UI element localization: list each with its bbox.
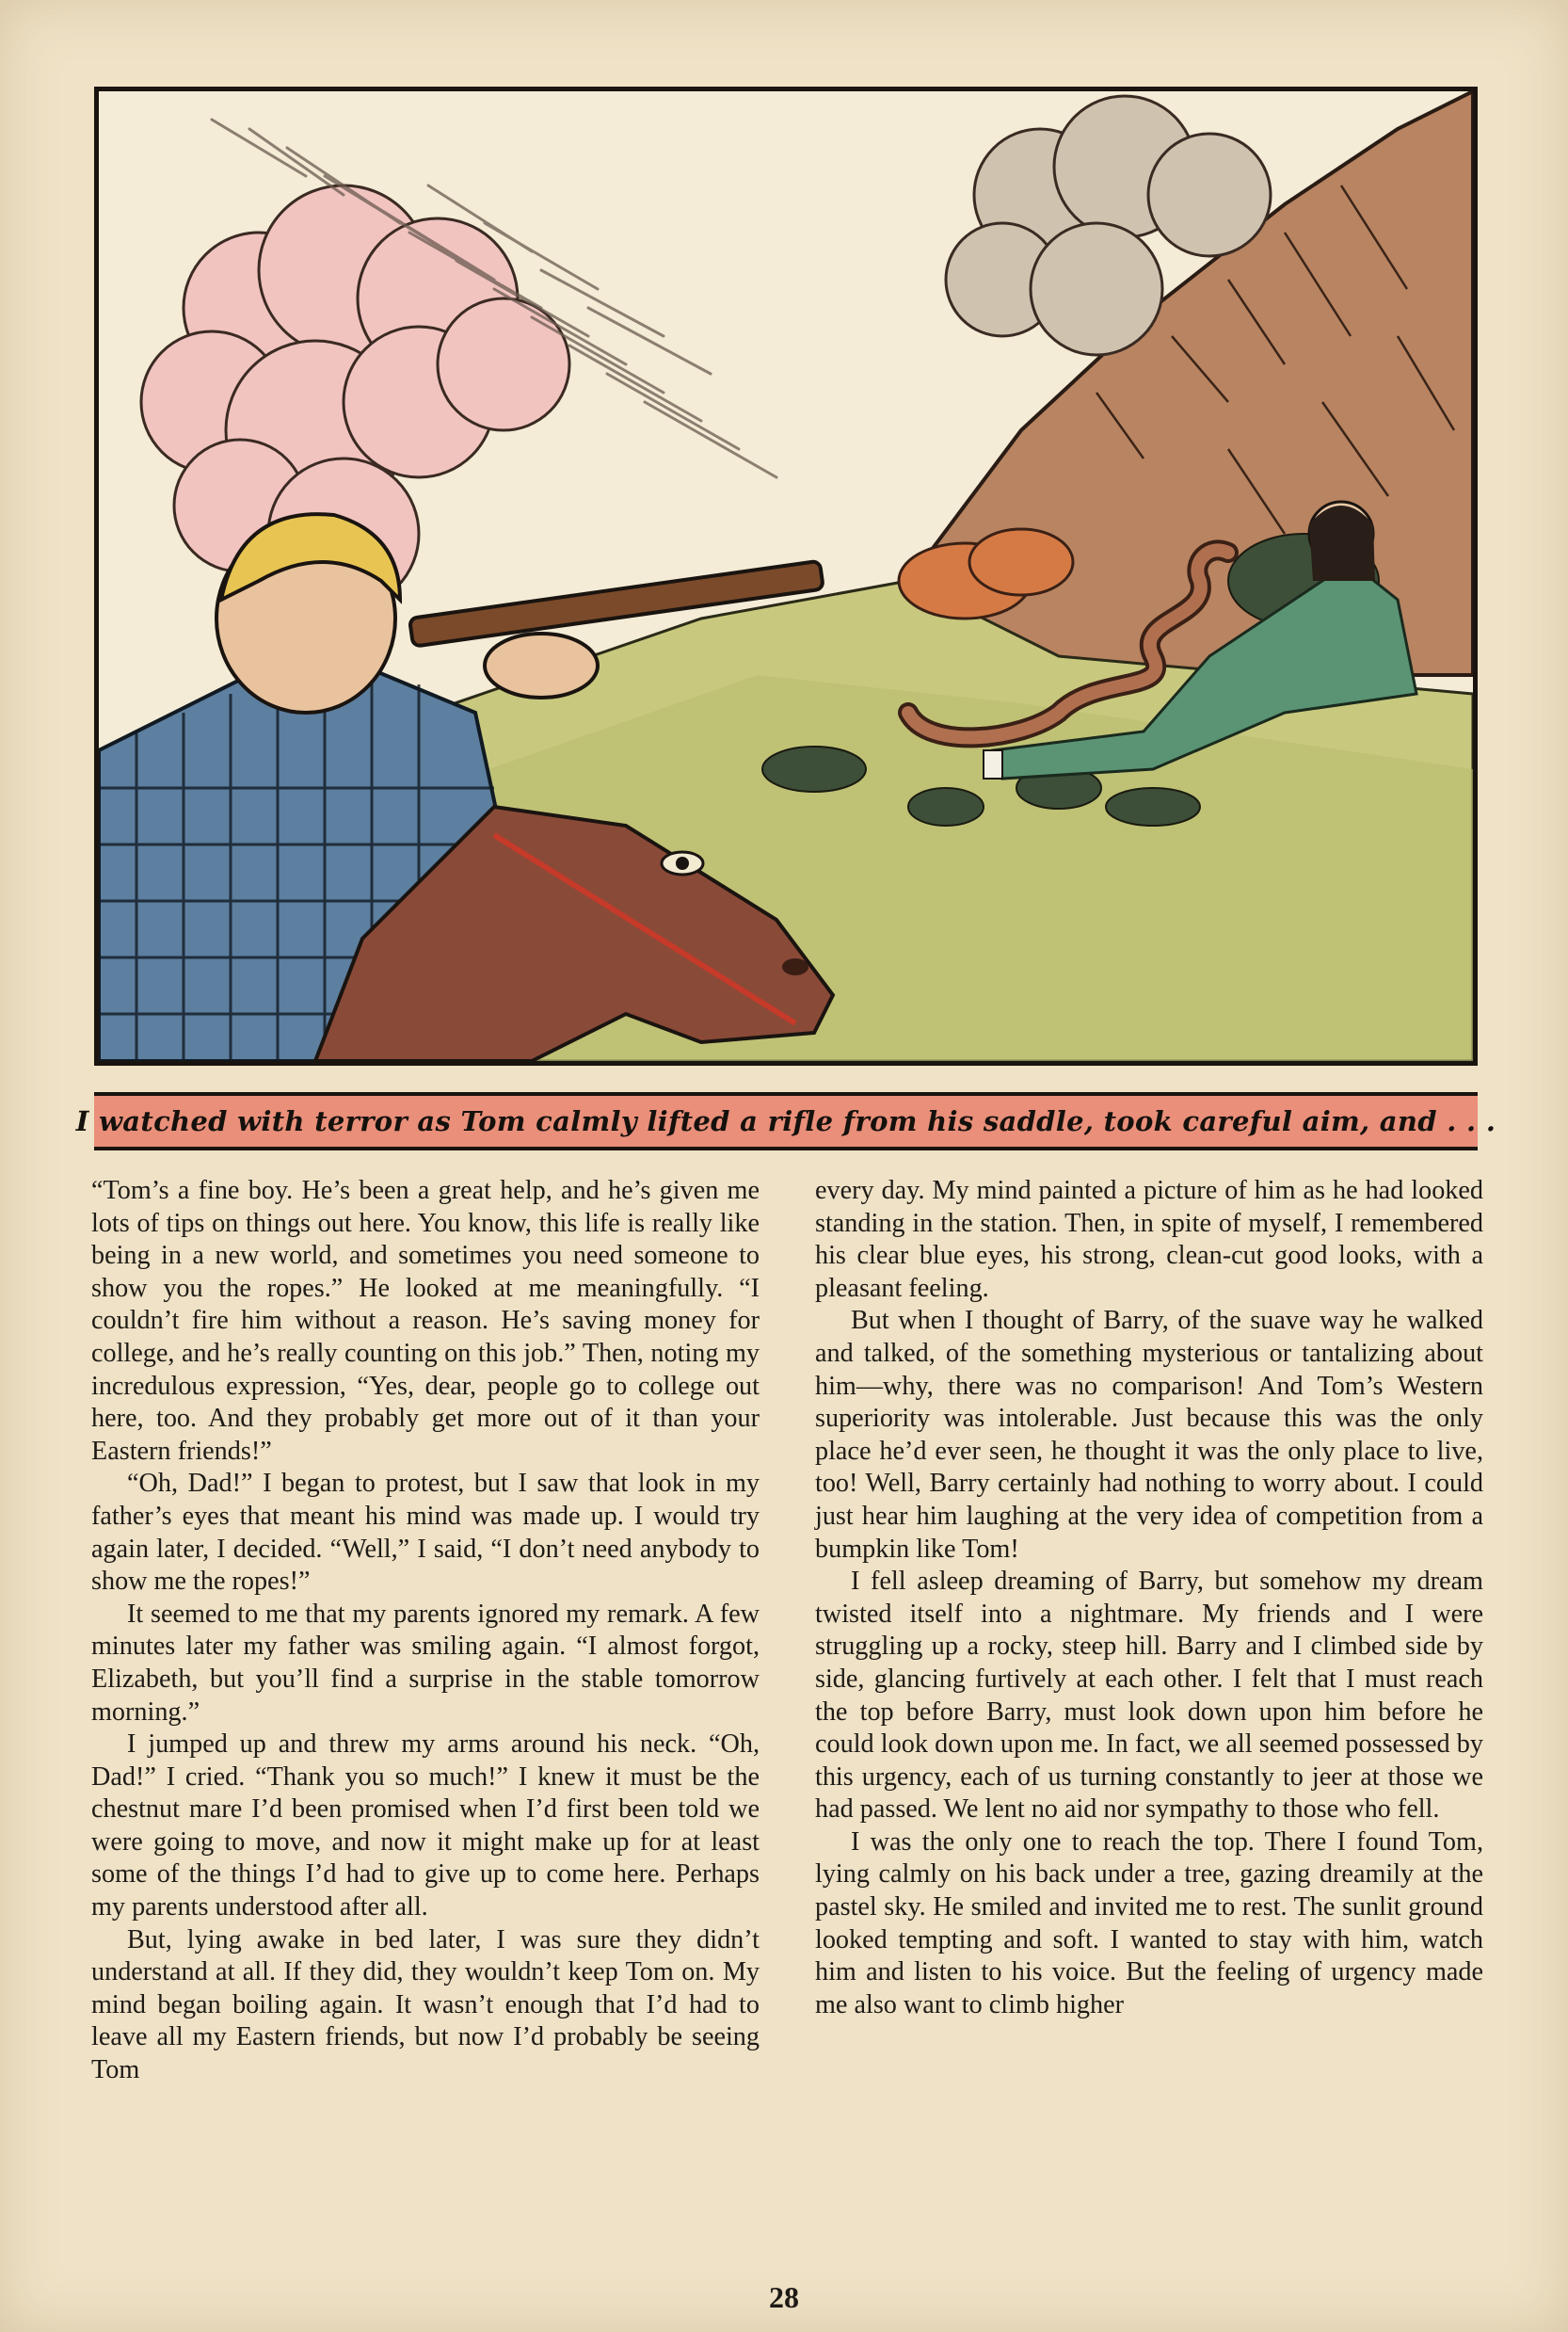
- paragraph: But when I thought of Barry, of the suave way he walked and talked, of the something mysterious or tantalizing about him—why, there was no comparison! And Tom’s Western superiority was intolerable. Just because this was the only place he’d ever seen, he thought it was the only place to live, too! Well, Barry certainly had nothing to worry about. I could just hear him laughing at the very idea of competition from a bumpkin like Tom!: [815, 1306, 1483, 1564]
- paragraph: I fell asleep dreaming of Barry, but somehow my dream twisted itself into a nightmare. My friends and I were struggling up a rocky, steep hill. Barry and I climbed side by side, glancing furtively at each other. I felt that I must reach the top before Barry, must look down upon him before he could look down upon me. In fact, we all seemed possessed by this urgency, each of us turning constantly to jeer at those we had passed. We lent no aid nor sympathy to those who fell.: [815, 1567, 1483, 1825]
- right-text-column: [815, 1175, 1483, 2021]
- paragraph: But, lying awake in bed later, I was sure they didn’t understand at all. If they did, they wouldn’t keep Tom on. My mind began boiling again. It wasn’t enough that I’d had to leave all my Eastern friends, but now I’d probably be seeing Tom: [91, 1924, 760, 2085]
- comic-illustration-panel: [94, 87, 1478, 1066]
- paragraph: I jumped up and threw my arms around his neck. “Oh, Dad!” I cried. “Thank you so much!” I knew it must be the chestnut mare I’d been promised when I’d first been told we were going to move, and now it might make up for at least some of the things I’d had to give up to come here. Perhaps my parents understood after all.: [91, 1729, 760, 1922]
- illustration-caption-bar: [75, 1092, 1496, 1150]
- paragraph: It seemed to me that my parents ignored my remark. A few minutes later my father was smiling again. “I almost forgot, Elizabeth, but you’ll find a surprise in the stable tomorrow morning.”: [91, 1599, 760, 1727]
- page-number: 28: [769, 2280, 799, 2314]
- paragraph: I was the only one to reach the top. There I found Tom, lying calmly on his back under a tree, gazing dreamily at the pastel sky. He smiled and invited me to rest. The sunlit ground looked tempting and soft. I wanted to stay with him, watch him and listen to his voice. But the feeling of urgency made me also want to climb higher: [815, 1826, 1483, 2019]
- paragraph: every day. My mind painted a picture of him as he had looked standing in the station. Then, in spite of myself, I remembered his clear blue eyes, his strong, clean-cut good looks, with a pleasant feeling.: [815, 1176, 1483, 1303]
- illustration-caption: I watched with terror as Tom calmly lifted a rifle from his saddle, took careful aim, and . . .: [75, 1105, 1496, 1137]
- paragraph: “Tom’s a fine boy. He’s been a great help, and he’s given me lots of tips on things out here. You know, this life is really like being in a new world, and sometimes you need someone to show you the ropes.” He looked at me meaningfully. “I couldn’t fire him without a reason. He’s saving money for college, and he’s really counting on this job.” Then, noting my incredulous expression, “Yes, dear, people go to college out here, too. And they probably get more out of it than your Eastern friends!”: [91, 1176, 760, 1466]
- paragraph: “Oh, Dad!” I began to protest, but I saw that look in my father’s eyes that meant his mind was made up. I would try again later, I decided. “Well,” I said, “I don’t need anybody to show me the ropes!”: [91, 1469, 760, 1597]
- left-text-column: [91, 1175, 760, 2087]
